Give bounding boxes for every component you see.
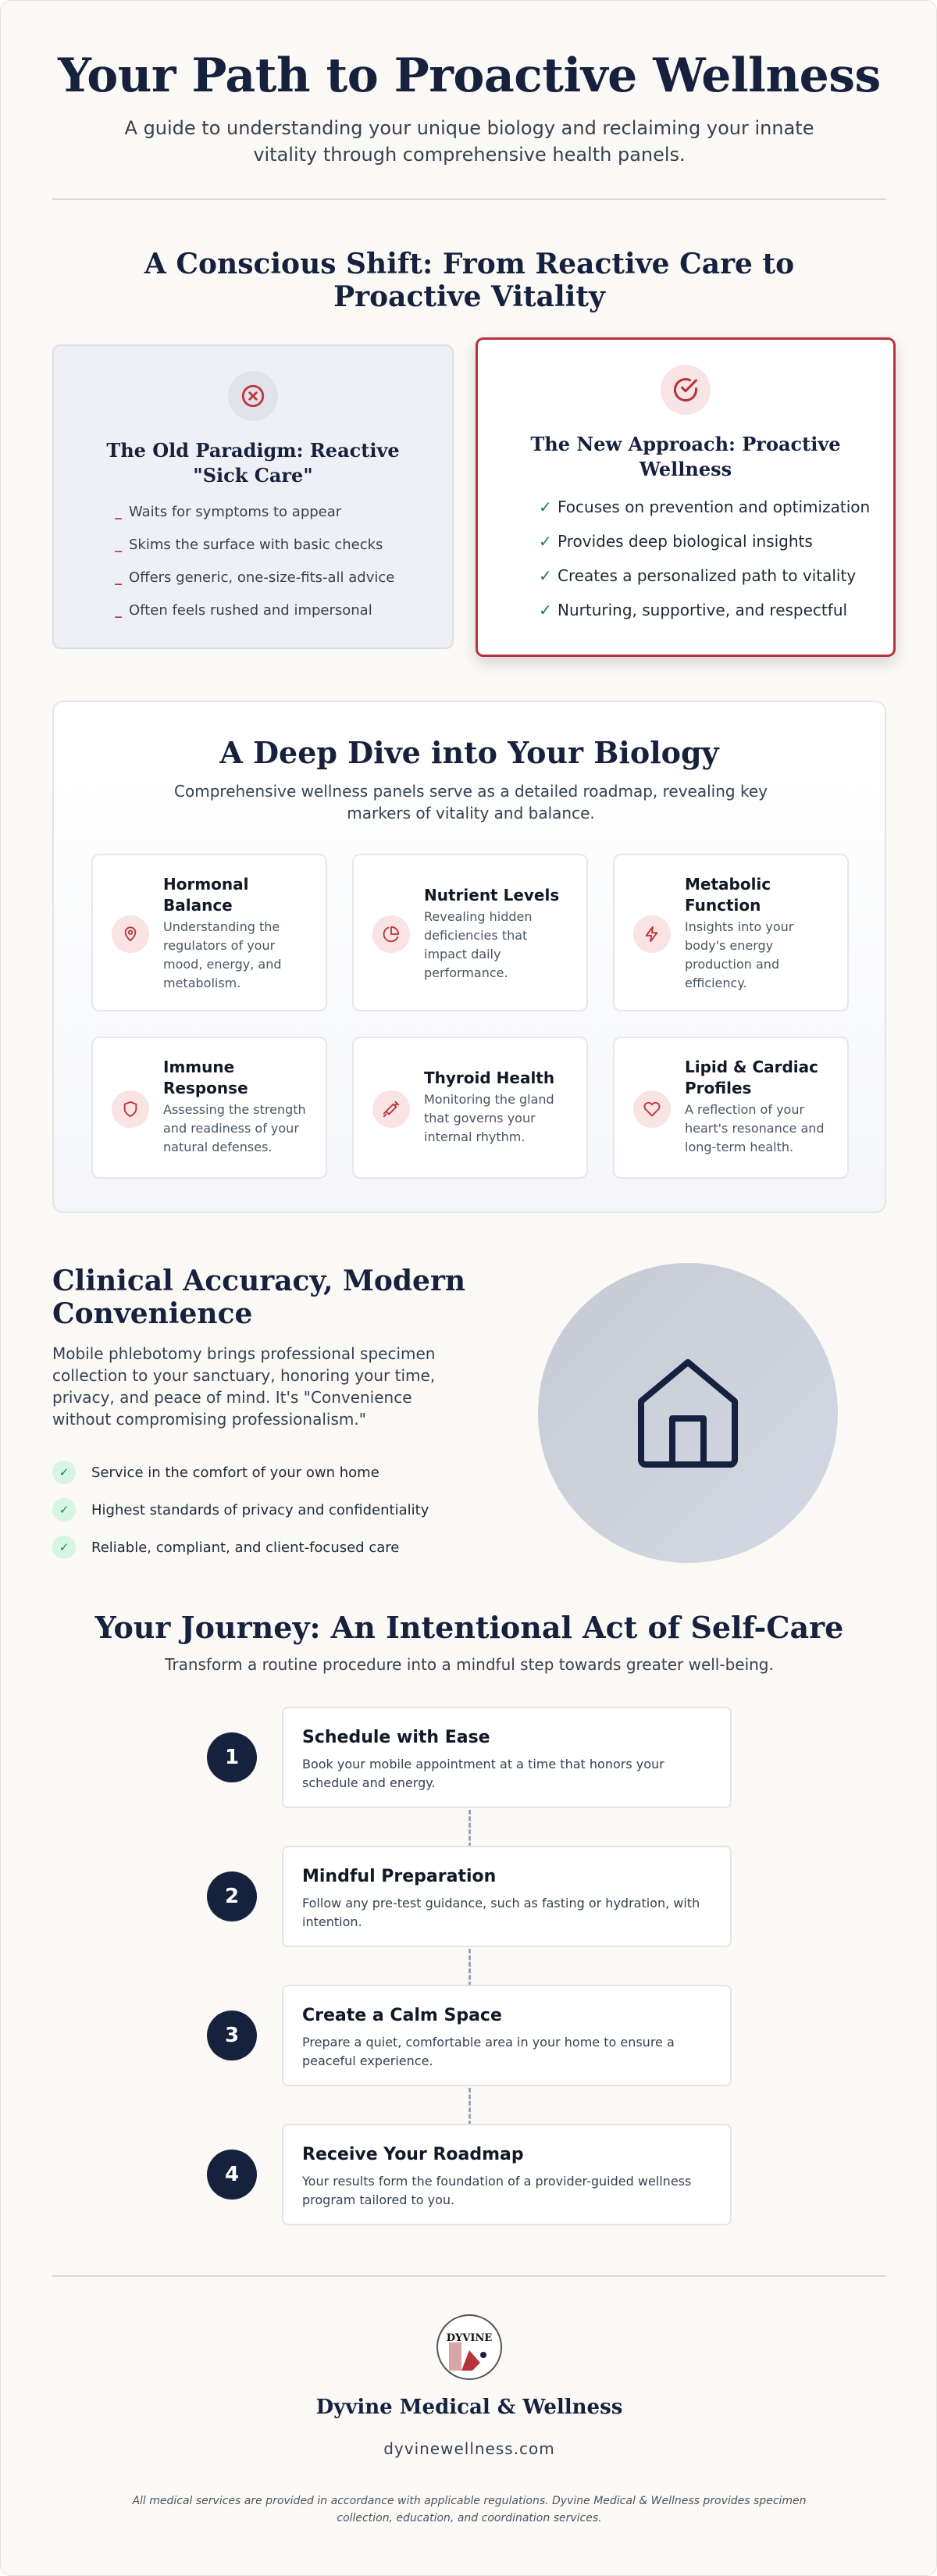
step-number: 3 bbox=[207, 2010, 257, 2060]
divider-bottom bbox=[52, 2275, 886, 2277]
journey-title: Your Journey: An Intentional Act of Self-Care bbox=[94, 1610, 844, 1645]
company-name: Dyvine Medical & Wellness bbox=[315, 2396, 623, 2419]
step-number: 2 bbox=[207, 1871, 257, 1921]
list-item: ✓ Highest standards of privacy and confidentiality bbox=[52, 1491, 429, 1529]
biology-card-desc: Monitoring the gland that governs your internal rhythm. bbox=[424, 1092, 554, 1144]
list-item: ✓ Nurturing, supportive, and respectful bbox=[539, 601, 848, 619]
step-title: Schedule with Ease bbox=[302, 1728, 490, 1747]
biology-card-desc: Revealing hidden deficiencies that impact daily performance. bbox=[424, 909, 533, 980]
biology-card-lipid bbox=[613, 1036, 849, 1179]
company-logo bbox=[436, 2314, 502, 2380]
biology-card-immune bbox=[91, 1036, 327, 1179]
disclaimer: All medical services are provided in accordance with applicable regulations. Dyvine Medical & Wellness provides specimen collection, education, and coordination services. bbox=[132, 2495, 807, 2524]
old-paradigm-title: The Old Paradigm: Reactive "Sick Care" bbox=[106, 439, 400, 487]
step-card-roadmap bbox=[282, 2124, 732, 2225]
biology-card-hormonal bbox=[91, 854, 327, 1011]
biology-subtitle: Comprehensive wellness panels serve as a detailed roadmap, revealing key markers of vitality and balance. bbox=[174, 782, 768, 822]
check-icon: ✓ bbox=[539, 566, 552, 585]
new-approach-card bbox=[476, 337, 896, 657]
biology-card-metabolic bbox=[613, 854, 849, 1011]
check-icon: ✓ bbox=[52, 1498, 76, 1522]
step-number: 1 bbox=[207, 1732, 257, 1782]
step-desc: Follow any pre-test guidance, such as fasting or hydration, with intention. bbox=[302, 1896, 700, 1929]
biology-card-desc: Understanding the regulators of your mood, energy, and metabolism. bbox=[163, 919, 282, 990]
list-item: ✓ Provides deep biological insights bbox=[539, 532, 813, 551]
step-title: Receive Your Roadmap bbox=[302, 2145, 524, 2164]
biology-card-thyroid bbox=[352, 1036, 588, 1179]
biology-title: A Deep Dive into Your Biology bbox=[219, 735, 719, 770]
house-illustration bbox=[538, 1263, 838, 1563]
dash-bullet: _ bbox=[115, 504, 122, 520]
new-approach-list bbox=[539, 496, 893, 621]
page-subtitle: A guide to understanding your unique biology and reclaiming your innate vitality through comprehensive health panels. bbox=[124, 117, 814, 166]
syringe-icon bbox=[372, 1090, 410, 1128]
hero bbox=[1, 46, 937, 168]
shift-section-title: A Conscious Shift: From Reactive Care to Proactive Vitality bbox=[144, 248, 795, 313]
clinical-title: Clinical Accuracy, Modern Convenience bbox=[52, 1265, 466, 1330]
page-title: Your Path to Proactive Wellness bbox=[58, 48, 881, 103]
step-number: 4 bbox=[207, 2150, 257, 2200]
biology-card-title: Metabolic Function bbox=[685, 875, 771, 915]
shield-icon bbox=[112, 1090, 149, 1128]
biology-card-title: Hormonal Balance bbox=[163, 875, 249, 915]
clinical-body: Mobile phlebotomy brings professional specimen collection to your sanctuary, honoring your time, privacy, and peace of mind. It's "Convenience without compromising professionalism." bbox=[52, 1344, 436, 1429]
logo-text: DYVINE bbox=[446, 2332, 493, 2344]
list-item: _ Offers generic, one-size-fits-all advice bbox=[115, 568, 452, 588]
x-circle-icon bbox=[228, 371, 278, 421]
biology-card-desc: Assessing the strength and readiness of your natural defenses. bbox=[163, 1102, 306, 1154]
list-item: _ Waits for symptoms to appear bbox=[115, 502, 452, 523]
biology-card-nutrient bbox=[352, 854, 588, 1011]
step-title: Mindful Preparation bbox=[302, 1867, 497, 1886]
check-icon: ✓ bbox=[539, 532, 552, 551]
step-card-schedule bbox=[282, 1707, 732, 1808]
biology-section bbox=[52, 701, 886, 1213]
check-icon: ✓ bbox=[52, 1461, 76, 1484]
lightning-icon bbox=[633, 915, 671, 953]
old-paradigm-card bbox=[52, 344, 454, 649]
step-desc: Your results form the foundation of a provider-guided wellness program tailored to you. bbox=[302, 2174, 692, 2207]
biology-card-title: Immune Response bbox=[163, 1058, 248, 1097]
map-pin-icon bbox=[112, 915, 149, 953]
check-icon: ✓ bbox=[539, 601, 552, 619]
step-card-calm-space bbox=[282, 1985, 732, 2086]
clinical-list bbox=[52, 1454, 429, 1566]
check-circle-icon bbox=[661, 365, 711, 415]
biology-card-title: Lipid & Cardiac Profiles bbox=[685, 1058, 819, 1097]
list-item: _ Often feels rushed and impersonal bbox=[115, 601, 452, 621]
step-connector bbox=[468, 1949, 471, 1986]
step-title: Create a Calm Space bbox=[302, 2006, 502, 2025]
list-item: ✓ Reliable, compliant, and client-focused care bbox=[52, 1529, 429, 1566]
old-paradigm-list bbox=[115, 502, 452, 621]
dash-bullet: _ bbox=[115, 537, 122, 553]
step-connector bbox=[468, 1810, 471, 1847]
new-approach-title: The New Approach: Proactive Wellness bbox=[530, 433, 841, 480]
biology-card-title: Thyroid Health bbox=[424, 1069, 555, 1087]
company-url[interactable]: dyvinewellness.com bbox=[383, 2439, 555, 2458]
biology-card-desc: A reflection of your heart's resonance and long-term health. bbox=[685, 1102, 825, 1154]
step-connector bbox=[468, 2088, 471, 2125]
biology-card-desc: Insights into your body's energy production and efficiency. bbox=[685, 919, 794, 990]
step-desc: Book your mobile appointment at a time that honors your schedule and energy. bbox=[302, 1757, 664, 1790]
house-icon bbox=[633, 1354, 743, 1472]
pie-chart-icon bbox=[372, 915, 410, 953]
step-desc: Prepare a quiet, comfortable area in your home to ensure a peaceful experience. bbox=[302, 2035, 675, 2068]
check-icon: ✓ bbox=[539, 498, 552, 516]
list-item: ✓ Creates a personalized path to vitality bbox=[539, 566, 857, 585]
dash-bullet: _ bbox=[115, 602, 122, 619]
list-item: ✓ Service in the comfort of your own home bbox=[52, 1454, 429, 1491]
dash-bullet: _ bbox=[115, 569, 122, 586]
list-item: _ Skims the surface with basic checks bbox=[115, 535, 452, 555]
biology-card-title: Nutrient Levels bbox=[424, 886, 560, 904]
divider-top bbox=[52, 198, 886, 200]
heart-icon bbox=[633, 1090, 671, 1128]
check-icon: ✓ bbox=[52, 1536, 76, 1559]
journey-subtitle: Transform a routine procedure into a mindful step towards greater well-being. bbox=[165, 1655, 774, 1674]
step-card-preparation bbox=[282, 1846, 732, 1947]
list-item: ✓ Focuses on prevention and optimization bbox=[539, 498, 871, 516]
